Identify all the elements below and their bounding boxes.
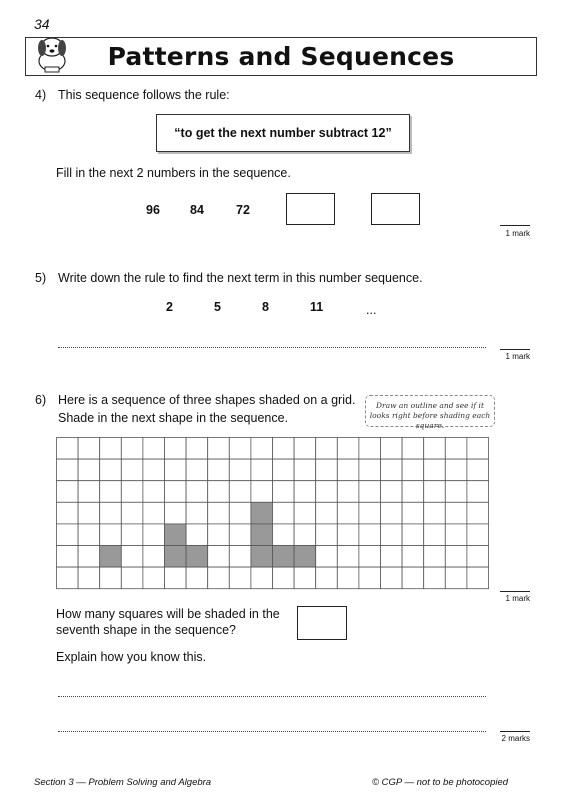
rule-text: “to get the next number subtract 12” — [174, 126, 392, 140]
q4-term-3: 72 — [236, 203, 250, 217]
grid-cell[interactable] — [57, 524, 79, 546]
grid-cell[interactable] — [208, 502, 230, 524]
shading-grid[interactable] — [56, 437, 490, 592]
q4-term-2: 84 — [190, 203, 204, 217]
q6-explain: Explain how you know this. — [56, 650, 207, 664]
grid-cell[interactable] — [273, 567, 295, 589]
grid-cell[interactable] — [100, 502, 122, 524]
grid-cell[interactable] — [381, 459, 403, 481]
q6-explain-line-1[interactable] — [58, 696, 486, 697]
grid-cell[interactable] — [100, 524, 122, 546]
grid-cell[interactable] — [445, 481, 467, 503]
q6-number: 6) — [35, 393, 47, 407]
grid-cell[interactable] — [143, 524, 165, 546]
grid-cell[interactable] — [273, 438, 295, 460]
grid-cell[interactable] — [273, 459, 295, 481]
q5-term-3: 8 — [262, 300, 269, 314]
grid-cell[interactable] — [208, 546, 230, 568]
grid-cell[interactable] — [424, 567, 446, 589]
grid-cell[interactable] — [273, 502, 295, 524]
grid-cell[interactable] — [143, 438, 165, 460]
grid-cell[interactable] — [316, 546, 338, 568]
hint-note: Draw an outline and see if it looks right before shading each square. — [365, 395, 495, 427]
grid-cell[interactable] — [467, 502, 489, 524]
grid-cell[interactable] — [143, 546, 165, 568]
grid-cell[interactable] — [57, 481, 79, 503]
q5-number: 5) — [35, 271, 47, 285]
q5-ellipsis: ... — [366, 303, 377, 317]
grid-cell[interactable] — [359, 459, 381, 481]
footer-section: Section 3 — Problem Solving and Algebra — [34, 777, 212, 788]
q5-mark-line — [500, 349, 530, 350]
grid-cell[interactable] — [445, 502, 467, 524]
q6-text-line1: Here is a sequence of three shapes shaded on a grid. — [58, 393, 356, 407]
q4-mark-line — [500, 225, 530, 226]
grid-cell[interactable] — [467, 524, 489, 546]
grid-cell[interactable] — [316, 524, 338, 546]
q6-text-line2: Shade in the next shape in the sequence. — [58, 411, 289, 425]
grid-cell[interactable] — [121, 567, 143, 589]
grid-cell[interactable] — [445, 546, 467, 568]
grid-cell[interactable] — [251, 481, 273, 503]
grid-cell[interactable] — [121, 459, 143, 481]
grid-cell[interactable] — [273, 481, 295, 503]
grid-cell[interactable] — [337, 567, 359, 589]
grid-cell[interactable] — [78, 459, 100, 481]
rule-box — [156, 114, 410, 152]
grid-cell[interactable] — [294, 438, 316, 460]
q6-explain-line-2[interactable] — [58, 731, 486, 732]
grid-cell[interactable] — [424, 524, 446, 546]
mascot-dog-icon — [33, 33, 71, 75]
grid-cell[interactable] — [337, 502, 359, 524]
grid-cell[interactable] — [165, 438, 187, 460]
grid-cell[interactable] — [208, 459, 230, 481]
grid-cell[interactable] — [57, 567, 79, 589]
grid-cell[interactable] — [402, 567, 424, 589]
grid-cell[interactable] — [100, 481, 122, 503]
q4-text: This sequence follows the rule: — [58, 88, 230, 102]
grid-cell[interactable] — [445, 459, 467, 481]
grid-cell[interactable] — [445, 524, 467, 546]
q4-number: 4) — [35, 88, 47, 102]
q4-instruction: Fill in the next 2 numbers in the sequence. — [56, 166, 291, 180]
grid-cell[interactable] — [100, 459, 122, 481]
grid-cell[interactable] — [294, 524, 316, 546]
grid-cell[interactable] — [143, 481, 165, 503]
grid-cell[interactable] — [359, 481, 381, 503]
grid-cell[interactable] — [402, 546, 424, 568]
q5-text: Write down the rule to find the next term in this number sequence. — [58, 271, 423, 285]
grid-cell[interactable] — [359, 524, 381, 546]
grid-cell[interactable] — [402, 459, 424, 481]
grid-cell[interactable] — [208, 481, 230, 503]
q4-answer-box-2[interactable] — [371, 193, 420, 225]
grid-cell[interactable] — [337, 546, 359, 568]
grid-cell[interactable] — [165, 567, 187, 589]
grid-cell[interactable] — [467, 459, 489, 481]
grid-cell[interactable] — [165, 481, 187, 503]
grid-cell-shaded[interactable] — [294, 546, 316, 568]
grid-cell[interactable] — [229, 524, 251, 546]
grid-cell[interactable] — [186, 524, 208, 546]
grid-cell[interactable] — [424, 502, 446, 524]
grid-cell[interactable] — [402, 438, 424, 460]
grid-cell[interactable] — [121, 524, 143, 546]
q6-question-line1: How many squares will be shaded in the — [56, 607, 280, 621]
grid-cell[interactable] — [121, 546, 143, 568]
grid-cell-shaded[interactable] — [165, 546, 187, 568]
grid-cell[interactable] — [229, 459, 251, 481]
grid-cell[interactable] — [337, 524, 359, 546]
grid-cell[interactable] — [294, 481, 316, 503]
grid-cell[interactable] — [121, 502, 143, 524]
grid-cell-shaded[interactable] — [251, 502, 273, 524]
grid-cell[interactable] — [186, 459, 208, 481]
grid-cell[interactable] — [316, 502, 338, 524]
grid-cell[interactable] — [337, 438, 359, 460]
grid-cell[interactable] — [467, 438, 489, 460]
grid-cell[interactable] — [316, 567, 338, 589]
grid-cell[interactable] — [186, 502, 208, 524]
grid-cell[interactable] — [121, 438, 143, 460]
grid-cell[interactable] — [57, 546, 79, 568]
q5-term-2: 5 — [214, 300, 221, 314]
grid-cell-shaded[interactable] — [186, 546, 208, 568]
grid-cell[interactable] — [143, 459, 165, 481]
q6-mark-line-2 — [500, 731, 530, 732]
grid-cell[interactable] — [294, 502, 316, 524]
q6-mark-line-1 — [500, 591, 530, 592]
grid-cell[interactable] — [381, 567, 403, 589]
grid-cell[interactable] — [359, 502, 381, 524]
grid-cell-shaded[interactable] — [100, 546, 122, 568]
grid-cell[interactable] — [186, 481, 208, 503]
grid-cell[interactable] — [445, 567, 467, 589]
grid-cell[interactable] — [424, 481, 446, 503]
q6-question-line2: seventh shape in the sequence? — [56, 623, 236, 637]
grid-cell[interactable] — [229, 567, 251, 589]
grid-cell-shaded[interactable] — [251, 524, 273, 546]
grid-cell[interactable] — [208, 438, 230, 460]
grid-cell[interactable] — [78, 567, 100, 589]
grid-cell[interactable] — [381, 546, 403, 568]
grid-cell-shaded[interactable] — [273, 546, 295, 568]
q5-answer-line[interactable] — [58, 347, 486, 348]
grid-cell[interactable] — [381, 524, 403, 546]
grid-cell[interactable] — [229, 546, 251, 568]
grid-cell[interactable] — [381, 502, 403, 524]
grid-cell[interactable] — [402, 502, 424, 524]
grid-cell[interactable] — [337, 459, 359, 481]
grid-cell[interactable] — [445, 438, 467, 460]
grid-cell[interactable] — [467, 567, 489, 589]
grid-cell[interactable] — [229, 481, 251, 503]
grid-cell[interactable] — [100, 438, 122, 460]
grid-cell[interactable] — [337, 481, 359, 503]
q6-mark-1: 1 mark — [505, 594, 530, 603]
grid-cell-shaded[interactable] — [165, 524, 187, 546]
grid-cell[interactable] — [208, 567, 230, 589]
footer-copyright: © CGP — not to be photocopied — [372, 777, 509, 788]
grid-cell[interactable] — [143, 502, 165, 524]
grid-cell[interactable] — [229, 438, 251, 460]
grid-cell[interactable] — [273, 524, 295, 546]
grid-cell[interactable] — [294, 567, 316, 589]
q5-term-1: 2 — [166, 300, 173, 314]
grid-cell[interactable] — [359, 567, 381, 589]
grid-cell[interactable] — [78, 546, 100, 568]
grid-cell[interactable] — [316, 459, 338, 481]
grid-cell[interactable] — [316, 438, 338, 460]
grid-cell[interactable] — [381, 481, 403, 503]
grid-cell[interactable] — [402, 524, 424, 546]
grid-cell[interactable] — [359, 438, 381, 460]
grid-cell[interactable] — [121, 481, 143, 503]
grid-cell[interactable] — [57, 459, 79, 481]
grid-cell[interactable] — [165, 459, 187, 481]
grid-cell[interactable] — [100, 567, 122, 589]
grid-cell[interactable] — [78, 481, 100, 503]
grid-cell[interactable] — [208, 524, 230, 546]
title-bar — [25, 37, 537, 76]
grid-cell[interactable] — [229, 502, 251, 524]
grid-cell[interactable] — [57, 438, 79, 460]
grid-cell[interactable] — [251, 459, 273, 481]
grid-cell[interactable] — [424, 459, 446, 481]
grid-cell[interactable] — [316, 481, 338, 503]
q6-mark-2: 2 marks — [501, 734, 530, 743]
grid-cell[interactable] — [294, 459, 316, 481]
q4-term-1: 96 — [146, 203, 160, 217]
grid-cell[interactable] — [424, 546, 446, 568]
grid-cell[interactable] — [381, 438, 403, 460]
q4-answer-box-1[interactable] — [286, 193, 335, 225]
grid-cell[interactable] — [186, 567, 208, 589]
grid-cell[interactable] — [467, 481, 489, 503]
q4-mark: 1 mark — [505, 229, 530, 238]
grid-cell[interactable] — [165, 502, 187, 524]
grid-cell[interactable] — [251, 438, 273, 460]
grid-cell[interactable] — [143, 567, 165, 589]
grid-cell[interactable] — [78, 502, 100, 524]
page-title: Patterns and Sequences — [107, 42, 455, 71]
q5-term-4: 11 — [310, 300, 324, 314]
grid-cell[interactable] — [359, 546, 381, 568]
grid-cell[interactable] — [402, 481, 424, 503]
page-number: 34 — [34, 16, 50, 32]
grid-cell[interactable] — [251, 567, 273, 589]
q5-mark: 1 mark — [505, 352, 530, 361]
grid-cell[interactable] — [57, 502, 79, 524]
grid-cell[interactable] — [78, 524, 100, 546]
grid-cell[interactable] — [78, 438, 100, 460]
grid-cell[interactable] — [424, 438, 446, 460]
grid-cell[interactable] — [186, 438, 208, 460]
q6-answer-box[interactable] — [297, 606, 347, 640]
grid-cell-shaded[interactable] — [251, 546, 273, 568]
grid-cell[interactable] — [467, 546, 489, 568]
